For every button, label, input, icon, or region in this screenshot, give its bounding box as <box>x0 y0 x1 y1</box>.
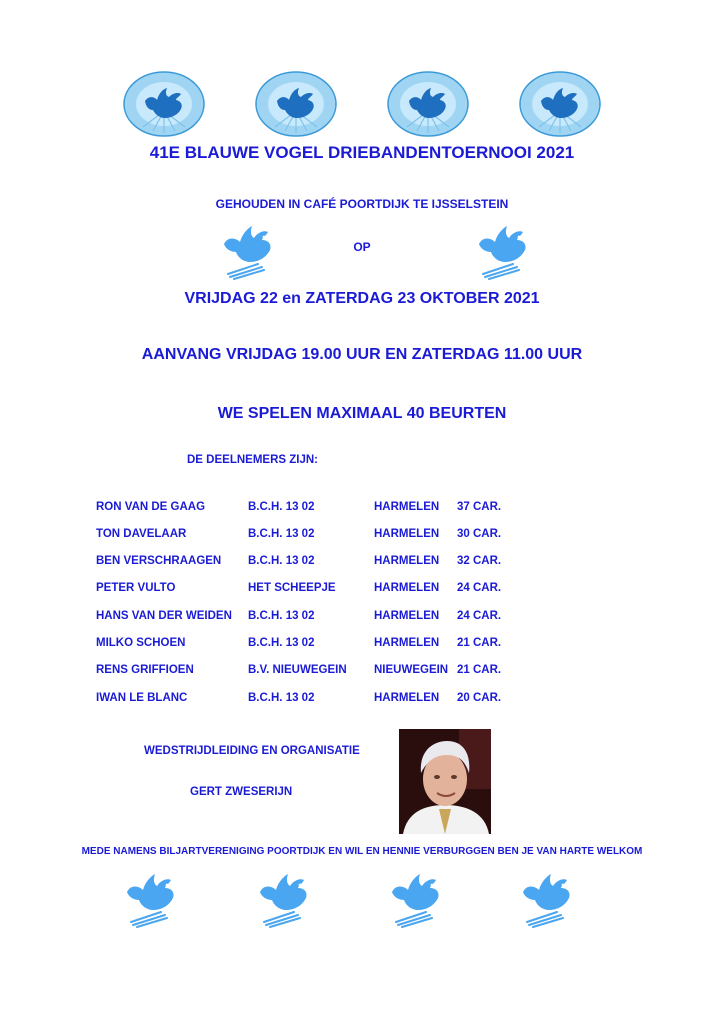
participant-club: B.C.H. 13 02 <box>248 637 315 649</box>
blue-bird-icon <box>121 866 181 928</box>
start-times-line: AANVANG VRIJDAG 19.00 UUR EN ZATERDAG 11.00 UUR <box>141 346 583 363</box>
participant-row <box>96 501 616 517</box>
participant-city: NIEUWEGEIN <box>374 664 449 676</box>
participant-car: 32 CAR. <box>457 555 502 567</box>
organisation-label: WEDSTRIJDLEIDING EN ORGANISATIE <box>144 745 360 757</box>
participant-car: 24 CAR. <box>457 582 502 594</box>
participant-row <box>96 664 616 680</box>
participant-name: RENS GRIFFIOEN <box>96 664 194 676</box>
participant-city: HARMELEN <box>374 528 440 540</box>
participant-club: B.C.H. 13 02 <box>248 528 315 540</box>
participant-club: HET SCHEEPJE <box>248 582 336 594</box>
op-label: OP <box>353 240 371 254</box>
participant-row <box>96 555 616 571</box>
participant-name: HANS VAN DER WEIDEN <box>96 610 232 622</box>
participant-city: HARMELEN <box>374 582 440 594</box>
participant-club: B.V. NIEUWEGEIN <box>248 664 347 676</box>
venue-line: GEHOUDEN IN CAFÉ POORTDIJK TE IJSSELSTEIN <box>215 197 509 211</box>
participant-name: RON VAN DE GAAG <box>96 501 206 513</box>
participant-row <box>96 582 616 598</box>
blue-bird-icon <box>517 866 577 928</box>
participant-car: 20 CAR. <box>457 692 502 704</box>
blue-bird-icon <box>254 866 314 928</box>
participant-club: B.C.H. 13 02 <box>248 501 315 513</box>
participant-row <box>96 528 616 544</box>
page-title: 41E BLAUWE VOGEL DRIEBANDENTOERNOOI 2021 <box>149 143 575 162</box>
bird-seal-logo <box>387 71 469 137</box>
participant-city: HARMELEN <box>374 637 440 649</box>
participant-club: B.C.H. 13 02 <box>248 555 315 567</box>
participant-car: 21 CAR. <box>457 637 502 649</box>
participant-name: BEN VERSCHRAAGEN <box>96 555 222 567</box>
participant-car: 37 CAR. <box>457 501 502 513</box>
participant-name: IWAN LE BLANC <box>96 692 188 704</box>
participant-city: HARMELEN <box>374 501 440 513</box>
participant-city: HARMELEN <box>374 555 440 567</box>
participant-city: HARMELEN <box>374 692 440 704</box>
participant-city: HARMELEN <box>374 610 440 622</box>
participant-car: 24 CAR. <box>457 610 502 622</box>
blue-bird-icon <box>386 866 446 928</box>
participant-row <box>96 610 616 626</box>
participants-heading: DE DEELNEMERS ZIJN: <box>187 454 318 466</box>
bird-seal-logo <box>519 71 601 137</box>
max-turns-line: WE SPELEN MAXIMAAL 40 BEURTEN <box>217 405 507 422</box>
welcome-line: MEDE NAMENS BILJARTVERENIGING POORTDIJK EN WIL EN HENNIE VERBURGGEN BEN JE VAN HARTE WELKOM <box>81 846 643 857</box>
dates-line: VRIJDAG 22 en ZATERDAG 23 OKTOBER 2021 <box>184 290 540 307</box>
participant-club: B.C.H. 13 02 <box>248 692 315 704</box>
participant-car: 21 CAR. <box>457 664 502 676</box>
bird-seal-logo <box>123 71 205 137</box>
organiser-name: GERT ZWESERIJN <box>190 786 293 798</box>
participant-row <box>96 692 616 708</box>
participant-car: 30 CAR. <box>457 528 502 540</box>
participant-name: PETER VULTO <box>96 582 176 594</box>
participant-club: B.C.H. 13 02 <box>248 610 315 622</box>
blue-bird-icon <box>473 218 533 280</box>
organiser-photo <box>399 729 491 834</box>
participant-name: TON DAVELAAR <box>96 528 187 540</box>
bird-seal-logo <box>255 71 337 137</box>
participant-name: MILKO SCHOEN <box>96 637 186 649</box>
participant-row <box>96 637 616 653</box>
